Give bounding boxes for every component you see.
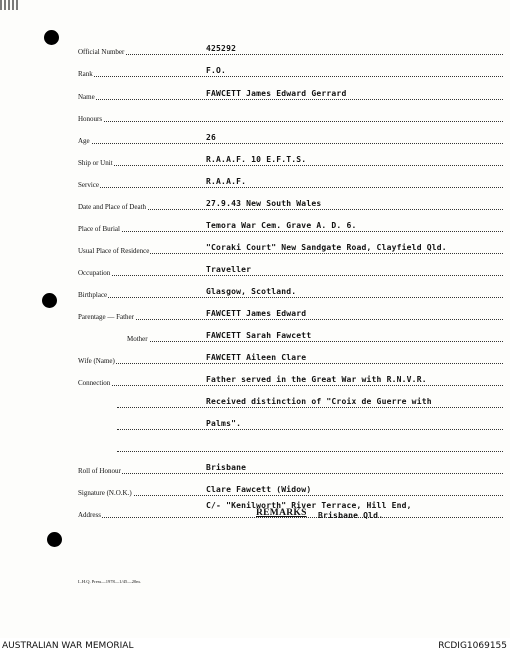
field-label: Roll of Honour <box>78 467 121 475</box>
field-connection <box>0 375 510 387</box>
field-value: Brisbane <box>206 463 247 472</box>
field-value: 26 <box>206 133 217 142</box>
dotted-line <box>78 275 503 276</box>
field-label: Honours <box>78 115 103 123</box>
field-label: Date and Place of Death <box>78 203 147 211</box>
field-value: R.A.A.F. 10 E.F.T.S. <box>206 155 307 164</box>
field-label: Usual Place of Residence <box>78 247 150 255</box>
field-label: Birthplace <box>78 291 108 299</box>
field-label: Occupation <box>78 269 111 277</box>
footer-source: AUSTRALIAN WAR MEMORIAL <box>2 641 134 651</box>
field-label: Ship or Unit <box>78 159 113 167</box>
field-value: FAWCETT Aileen Clare <box>206 353 307 362</box>
field-value-line-2: Brisbane Qld. <box>318 511 384 520</box>
field-label: Mother <box>127 335 148 343</box>
dotted-line <box>78 54 503 55</box>
dotted-line <box>117 407 503 408</box>
field-value: 425292 <box>206 44 237 53</box>
field-service <box>0 177 510 189</box>
dotted-line <box>117 451 503 452</box>
dotted-line <box>78 143 503 144</box>
dotted-line <box>78 121 503 122</box>
field-label: Wife (Name) <box>78 357 115 365</box>
field-label: Address <box>78 511 101 519</box>
field-label: Official Number <box>78 48 125 56</box>
field-connection-line-4 <box>0 441 510 453</box>
field-ship-or-unit <box>0 155 510 167</box>
field-rank <box>0 66 510 78</box>
field-date-place-of-death <box>0 199 510 211</box>
dotted-line <box>78 76 503 77</box>
field-connection-line-2 <box>0 397 510 409</box>
field-value: F.O. <box>206 66 227 75</box>
field-label: Rank <box>78 70 93 78</box>
field-name <box>0 89 510 101</box>
field-honours <box>0 111 510 123</box>
field-mother <box>0 331 510 343</box>
field-occupation <box>0 265 510 277</box>
field-value: 27.9.43 New South Wales <box>206 199 322 208</box>
field-father <box>0 309 510 321</box>
field-value: FAWCETT Sarah Fawcett <box>206 331 312 340</box>
field-label: Service <box>78 181 99 189</box>
dotted-line <box>78 473 503 474</box>
field-value: FAWCETT James Edward Gerrard <box>206 89 347 98</box>
dotted-line <box>78 231 503 232</box>
dotted-line <box>78 363 503 364</box>
field-label: Connection <box>78 379 111 387</box>
dotted-line <box>78 385 503 386</box>
field-value: FAWCETT James Edward <box>206 309 307 318</box>
dotted-line <box>117 429 503 430</box>
dotted-line <box>78 165 503 166</box>
field-value: Palms". <box>206 419 242 428</box>
field-value: R.A.A.F. <box>206 177 247 186</box>
field-value: Temora War Cem. Grave A. D. 6. <box>206 221 357 230</box>
dotted-line <box>78 495 503 496</box>
printer-imprint: L.H.Q. Press—1978—1/45—20m. <box>78 579 141 584</box>
remarks-heading: REMARKS <box>256 508 307 518</box>
scan-edge-mark <box>0 0 18 10</box>
field-usual-residence <box>0 243 510 255</box>
field-label: Place of Burial <box>78 225 120 233</box>
field-place-of-burial <box>0 221 510 233</box>
punch-hole-bottom <box>47 532 62 547</box>
field-value: Father served in the Great War with R.N.V.R. <box>206 375 427 384</box>
dotted-line <box>78 297 503 298</box>
field-label: Age <box>78 137 90 145</box>
punch-hole-top <box>44 30 59 45</box>
field-wife <box>0 353 510 365</box>
field-value: "Coraki Court" New Sandgate Road, Clayfield Qld. <box>206 243 447 252</box>
field-value: Glasgow, Scotland. <box>206 287 297 296</box>
field-label: Name <box>78 93 95 101</box>
footer-record-id: RCDIG1069155 <box>438 641 507 651</box>
field-label: Signature (N.O.K.) <box>78 489 132 497</box>
field-connection-line-3 <box>0 419 510 431</box>
archive-footer <box>0 638 510 654</box>
dotted-line <box>78 319 503 320</box>
dotted-line <box>127 341 503 342</box>
field-label: Parentage — Father <box>78 313 134 321</box>
field-official-number <box>0 44 510 56</box>
field-value: Traveller <box>206 265 252 274</box>
field-value: Clare Fawcett (Widow) <box>206 485 312 494</box>
field-value: C/- "Kenilworth" River Terrace, Hill End, <box>206 501 412 510</box>
field-age <box>0 133 510 145</box>
dotted-line <box>78 187 503 188</box>
field-address <box>0 501 510 520</box>
field-birthplace <box>0 287 510 299</box>
field-value: Received distinction of "Croix de Guerre with <box>206 397 432 406</box>
dotted-line <box>78 99 503 100</box>
field-roll-of-honour <box>0 463 510 475</box>
field-signature <box>0 485 510 497</box>
